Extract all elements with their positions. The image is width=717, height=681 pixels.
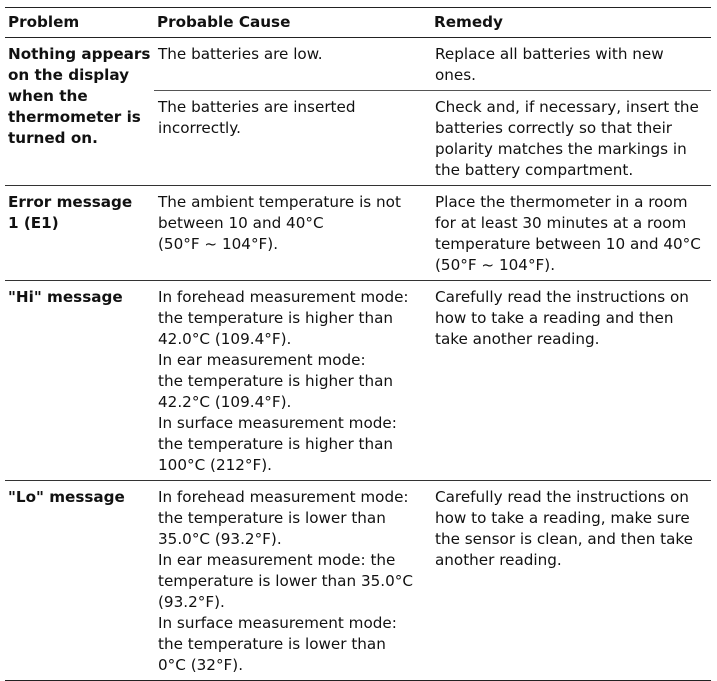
cause-text-line: In forehead measurement mode: — [158, 288, 409, 306]
remedy-cell — [431, 481, 711, 681]
cause-text-line: incorrectly. — [158, 119, 241, 137]
remedy-text-line: another reading. — [435, 551, 562, 569]
table-row — [5, 281, 711, 481]
cause-text-line: The batteries are inserted — [158, 98, 356, 116]
remedy-text-line: Place the thermometer in a room — [435, 193, 688, 211]
cause-cell — [154, 91, 431, 186]
cause-text-line: temperature is lower than 35.0°C — [158, 572, 413, 590]
problem-text-line: Error message — [8, 193, 133, 211]
cause-text-line: the temperature is lower than — [158, 509, 386, 527]
cause-text-line: (93.2°F). — [158, 593, 225, 611]
cause-cell — [154, 186, 431, 281]
table-row — [5, 186, 711, 281]
remedy-text-line: Carefully read the instructions on — [435, 288, 689, 306]
remedy-text-line: (50°F ~ 104°F). — [435, 256, 556, 274]
cause-text-line: the temperature is higher than — [158, 372, 394, 390]
cause-text-line: 42.0°C (109.4°F). — [158, 330, 292, 348]
remedy-cell — [431, 186, 711, 281]
cause-text-line: In ear measurement mode: — [158, 351, 366, 369]
remedy-cell — [431, 38, 711, 91]
cause-text-line: the temperature is higher than — [158, 309, 394, 327]
problem-text-line: turned on. — [8, 129, 98, 147]
remedy-cell — [431, 91, 711, 186]
table-row — [5, 38, 711, 91]
header-problem: Problem — [5, 8, 154, 38]
remedy-text-line: for at least 30 minutes at a room — [435, 214, 687, 232]
cause-text-line: 35.0°C (93.2°F). — [158, 530, 282, 548]
problem-text-line: thermometer is — [8, 108, 141, 126]
cause-text-line: 100°C (212°F). — [158, 456, 273, 474]
remedy-text-line: temperature between 10 and 40°C — [435, 235, 701, 253]
table-header-row — [5, 8, 711, 38]
cause-text-line: between 10 and 40°C — [158, 214, 324, 232]
cause-text-line: The ambient temperature is not — [158, 193, 401, 211]
cause-text-line: the temperature is lower than — [158, 635, 386, 653]
remedy-text-line: Carefully read the instructions on — [435, 488, 689, 506]
cause-text-line: In ear measurement mode: the — [158, 551, 396, 569]
remedy-text-line: Check and, if necessary, insert the — [435, 98, 699, 116]
troubleshooting-table — [5, 7, 711, 681]
remedy-text-line: ones. — [435, 66, 477, 84]
problem-text-line: when the — [8, 87, 88, 105]
cause-cell — [154, 281, 431, 481]
problem-text-line: 1 (E1) — [8, 214, 59, 232]
problem-cell-no-display — [5, 38, 154, 186]
problem-cell-lo-message — [5, 481, 154, 681]
cause-text-line: 0°C (32°F). — [158, 656, 244, 674]
problem-text-line: Nothing appears — [8, 45, 151, 63]
remedy-text-line: the sensor is clean, and then take — [435, 530, 694, 548]
remedy-text-line: polarity matches the markings in — [435, 140, 687, 158]
problem-text-line: "Hi" message — [8, 288, 123, 306]
remedy-cell — [431, 281, 711, 481]
problem-text-line: on the display — [8, 66, 130, 84]
cause-text-line: (50°F ~ 104°F). — [158, 235, 279, 253]
cause-text-line: In surface measurement mode: — [158, 614, 397, 632]
cause-text-line: In surface measurement mode: — [158, 414, 397, 432]
remedy-text-line: the battery compartment. — [435, 161, 634, 179]
cause-text-line: the temperature is higher than — [158, 435, 394, 453]
table-row — [5, 481, 711, 681]
remedy-text-line: how to take a reading, make sure — [435, 509, 690, 527]
remedy-text-line: how to take a reading and then — [435, 309, 674, 327]
remedy-text-line: Replace all batteries with new — [435, 45, 664, 63]
remedy-text-line: batteries correctly so that their — [435, 119, 673, 137]
header-remedy: Remedy — [431, 8, 711, 38]
cause-text-line: The batteries are low. — [158, 45, 323, 63]
cause-cell — [154, 38, 431, 91]
problem-cell-hi-message — [5, 281, 154, 481]
cause-text-line: 42.2°C (109.4°F). — [158, 393, 292, 411]
header-probable-cause: Probable Cause — [154, 8, 431, 38]
problem-text-line: "Lo" message — [8, 488, 125, 506]
remedy-text-line: take another reading. — [435, 330, 600, 348]
cause-cell — [154, 481, 431, 681]
cause-text-line: In forehead measurement mode: — [158, 488, 409, 506]
problem-cell-error-e1 — [5, 186, 154, 281]
